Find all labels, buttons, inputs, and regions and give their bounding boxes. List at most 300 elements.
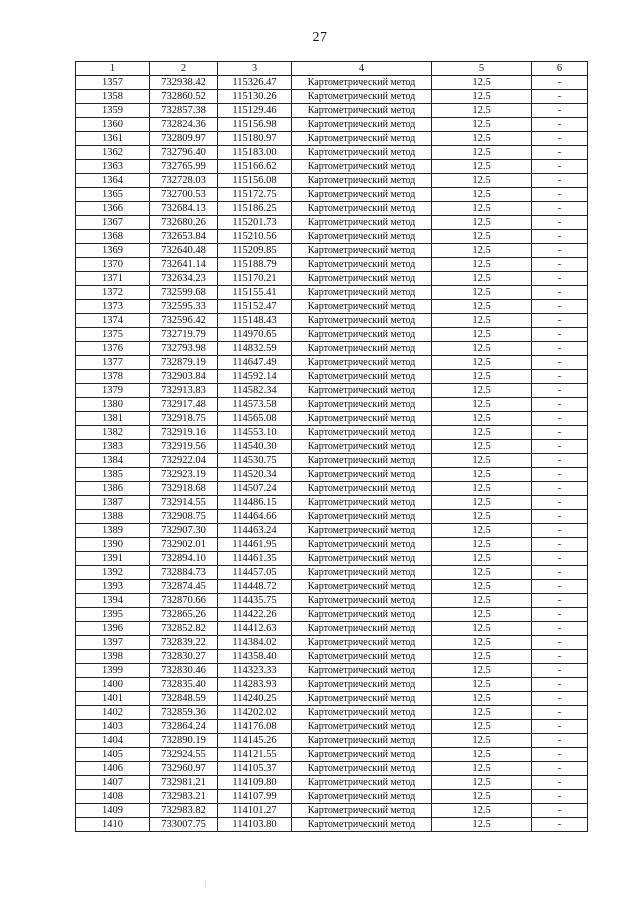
cell-note: - [532, 594, 588, 608]
cell-note: - [532, 818, 588, 832]
cell-note: - [532, 552, 588, 566]
table-row [76, 608, 588, 622]
cell-point-number: 1410 [76, 818, 150, 832]
cell-note: - [532, 132, 588, 146]
cell-note: - [532, 468, 588, 482]
cell-coord-x: 732839.22 [150, 636, 218, 650]
cell-coord-x: 732700.53 [150, 188, 218, 202]
cell-coord-x: 732728.03 [150, 174, 218, 188]
cell-accuracy: 12.5 [432, 664, 532, 678]
cell-point-number: 1359 [76, 104, 150, 118]
cell-coord-x: 732884.73 [150, 566, 218, 580]
cell-coord-y: 114202.02 [218, 706, 292, 720]
cell-coord-y: 115188.79 [218, 258, 292, 272]
cell-method: Картометрический метод [292, 762, 432, 776]
cell-point-number: 1381 [76, 412, 150, 426]
cell-point-number: 1380 [76, 398, 150, 412]
page-number: 27 [312, 30, 328, 45]
cell-coord-y: 115148.43 [218, 314, 292, 328]
cell-accuracy: 12.5 [432, 482, 532, 496]
cell-point-number: 1408 [76, 790, 150, 804]
cell-point-number: 1377 [76, 356, 150, 370]
cell-accuracy: 12.5 [432, 174, 532, 188]
cell-accuracy: 12.5 [432, 678, 532, 692]
table-row [76, 398, 588, 412]
cell-note: - [532, 622, 588, 636]
cell-point-number: 1403 [76, 720, 150, 734]
table-row [76, 426, 588, 440]
cell-point-number: 1374 [76, 314, 150, 328]
table-row [76, 664, 588, 678]
table-row [76, 804, 588, 818]
cell-coord-x: 732902.01 [150, 538, 218, 552]
cell-method: Картометрический метод [292, 398, 432, 412]
cell-point-number: 1365 [76, 188, 150, 202]
cell-accuracy: 12.5 [432, 272, 532, 286]
header-col-4: 4 [292, 62, 432, 76]
table-row [76, 230, 588, 244]
cell-method: Картометрический метод [292, 356, 432, 370]
header-col-3: 3 [218, 62, 292, 76]
cell-coord-y: 115156.98 [218, 118, 292, 132]
cell-note: - [532, 608, 588, 622]
cell-point-number: 1385 [76, 468, 150, 482]
cell-coord-x: 732640.48 [150, 244, 218, 258]
cell-method: Картометрический метод [292, 720, 432, 734]
table-row [76, 678, 588, 692]
table-row [76, 538, 588, 552]
cell-coord-y: 114461.95 [218, 538, 292, 552]
table-row [76, 692, 588, 706]
table-row [76, 104, 588, 118]
cell-note: - [532, 160, 588, 174]
cell-coord-y: 114422.26 [218, 608, 292, 622]
table-row [76, 482, 588, 496]
cell-accuracy: 12.5 [432, 804, 532, 818]
cell-method: Картометрический метод [292, 300, 432, 314]
cell-method: Картометрический метод [292, 244, 432, 258]
table-row [76, 524, 588, 538]
cell-coord-y: 115183.00 [218, 146, 292, 160]
cell-point-number: 1402 [76, 706, 150, 720]
cell-accuracy: 12.5 [432, 328, 532, 342]
cell-note: - [532, 258, 588, 272]
cell-accuracy: 12.5 [432, 580, 532, 594]
table-row [76, 118, 588, 132]
cell-accuracy: 12.5 [432, 524, 532, 538]
cell-coord-x: 732684.13 [150, 202, 218, 216]
cell-note: - [532, 230, 588, 244]
cell-accuracy: 12.5 [432, 706, 532, 720]
table-row [76, 748, 588, 762]
cell-accuracy: 12.5 [432, 496, 532, 510]
cell-coord-x: 732835.40 [150, 678, 218, 692]
cell-accuracy: 12.5 [432, 720, 532, 734]
cell-method: Картометрический метод [292, 454, 432, 468]
cell-method: Картометрический метод [292, 608, 432, 622]
cell-point-number: 1363 [76, 160, 150, 174]
cell-method: Картометрический метод [292, 692, 432, 706]
cell-coord-x: 732809.97 [150, 132, 218, 146]
cell-coord-x: 733007.75 [150, 818, 218, 832]
cell-coord-y: 115201.73 [218, 216, 292, 230]
header-col-1: 1 [76, 62, 150, 76]
cell-coord-x: 732634.23 [150, 272, 218, 286]
cell-coord-y: 114323.33 [218, 664, 292, 678]
cell-note: - [532, 118, 588, 132]
cell-point-number: 1394 [76, 594, 150, 608]
cell-note: - [532, 426, 588, 440]
cell-coord-x: 732653.84 [150, 230, 218, 244]
cell-note: - [532, 146, 588, 160]
cell-point-number: 1383 [76, 440, 150, 454]
cell-method: Картометрический метод [292, 146, 432, 160]
cell-coord-y: 114283.93 [218, 678, 292, 692]
cell-point-number: 1357 [76, 76, 150, 90]
cell-coord-y: 114486.15 [218, 496, 292, 510]
cell-accuracy: 12.5 [432, 216, 532, 230]
cell-note: - [532, 188, 588, 202]
table-row [76, 818, 588, 832]
cell-method: Картометрический метод [292, 790, 432, 804]
cell-method: Картометрический метод [292, 286, 432, 300]
cell-point-number: 1361 [76, 132, 150, 146]
cell-coord-x: 732907.30 [150, 524, 218, 538]
cell-coord-x: 732919.56 [150, 440, 218, 454]
table-row [76, 90, 588, 104]
table-row [76, 328, 588, 342]
cell-method: Картометрический метод [292, 706, 432, 720]
cell-coord-x: 732918.75 [150, 412, 218, 426]
cell-note: - [532, 748, 588, 762]
cell-note: - [532, 90, 588, 104]
cell-coord-x: 732860.52 [150, 90, 218, 104]
cell-note: - [532, 412, 588, 426]
table-body [76, 76, 588, 832]
cell-note: - [532, 440, 588, 454]
cell-method: Картометрический метод [292, 482, 432, 496]
cell-point-number: 1373 [76, 300, 150, 314]
cell-method: Картометрический метод [292, 524, 432, 538]
cell-method: Картометрический метод [292, 566, 432, 580]
cell-method: Картометрический метод [292, 594, 432, 608]
cell-method: Картометрический метод [292, 118, 432, 132]
cell-accuracy: 12.5 [432, 314, 532, 328]
cell-method: Картометрический метод [292, 104, 432, 118]
table-row [76, 412, 588, 426]
cell-point-number: 1401 [76, 692, 150, 706]
cell-coord-y: 114647.49 [218, 356, 292, 370]
header-col-5: 5 [432, 62, 532, 76]
cell-accuracy: 12.5 [432, 762, 532, 776]
cell-coord-x: 732865.26 [150, 608, 218, 622]
table-row [76, 468, 588, 482]
cell-method: Картометрический метод [292, 496, 432, 510]
cell-point-number: 1366 [76, 202, 150, 216]
cell-note: - [532, 356, 588, 370]
cell-point-number: 1400 [76, 678, 150, 692]
cell-method: Картометрический метод [292, 426, 432, 440]
cell-coord-y: 114101.27 [218, 804, 292, 818]
cell-coord-y: 115130.26 [218, 90, 292, 104]
cell-accuracy: 12.5 [432, 230, 532, 244]
cell-coord-x: 732922.04 [150, 454, 218, 468]
cell-method: Картометрический метод [292, 622, 432, 636]
cell-accuracy: 12.5 [432, 566, 532, 580]
cell-accuracy: 12.5 [432, 118, 532, 132]
table-row [76, 258, 588, 272]
table-row [76, 636, 588, 650]
cell-note: - [532, 328, 588, 342]
cell-point-number: 1382 [76, 426, 150, 440]
cell-method: Картометрический метод [292, 748, 432, 762]
cell-coord-x: 732870.66 [150, 594, 218, 608]
cell-note: - [532, 216, 588, 230]
cell-coord-x: 732983.21 [150, 790, 218, 804]
cell-coord-y: 114107.99 [218, 790, 292, 804]
cell-point-number: 1368 [76, 230, 150, 244]
cell-note: - [532, 244, 588, 258]
cell-method: Картометрический метод [292, 314, 432, 328]
cell-accuracy: 12.5 [432, 692, 532, 706]
cell-accuracy: 12.5 [432, 412, 532, 426]
cell-coord-x: 732960.97 [150, 762, 218, 776]
cell-point-number: 1392 [76, 566, 150, 580]
cell-coord-x: 732830.27 [150, 650, 218, 664]
table-row [76, 650, 588, 664]
cell-point-number: 1389 [76, 524, 150, 538]
table-row [76, 622, 588, 636]
cell-accuracy: 12.5 [432, 440, 532, 454]
cell-note: - [532, 202, 588, 216]
table-row [76, 132, 588, 146]
cell-coord-y: 114520.34 [218, 468, 292, 482]
cell-point-number: 1367 [76, 216, 150, 230]
cell-coord-x: 732894.10 [150, 552, 218, 566]
cell-coord-y: 114384.02 [218, 636, 292, 650]
table-row [76, 510, 588, 524]
cell-coord-y: 114565.08 [218, 412, 292, 426]
cell-coord-x: 732908.75 [150, 510, 218, 524]
cell-note: - [532, 776, 588, 790]
cell-coord-y: 115326.47 [218, 76, 292, 90]
cell-point-number: 1372 [76, 286, 150, 300]
cell-coord-y: 114103.80 [218, 818, 292, 832]
cell-accuracy: 12.5 [432, 160, 532, 174]
cell-coord-y: 114240.25 [218, 692, 292, 706]
cell-note: - [532, 272, 588, 286]
cell-point-number: 1399 [76, 664, 150, 678]
cell-coord-x: 732918.68 [150, 482, 218, 496]
cell-coord-x: 732595.33 [150, 300, 218, 314]
cell-method: Картометрический метод [292, 328, 432, 342]
cell-coord-x: 732796.40 [150, 146, 218, 160]
cell-coord-x: 732938.42 [150, 76, 218, 90]
cell-coord-y: 114145.26 [218, 734, 292, 748]
table-row [76, 790, 588, 804]
cell-coord-y: 115129.46 [218, 104, 292, 118]
cell-method: Картометрический метод [292, 188, 432, 202]
cell-coord-x: 732923.19 [150, 468, 218, 482]
scan-mark [205, 880, 206, 888]
cell-note: - [532, 174, 588, 188]
cell-method: Картометрический метод [292, 538, 432, 552]
table-row [76, 720, 588, 734]
table-row [76, 356, 588, 370]
cell-accuracy: 12.5 [432, 398, 532, 412]
cell-accuracy: 12.5 [432, 104, 532, 118]
cell-accuracy: 12.5 [432, 622, 532, 636]
cell-point-number: 1362 [76, 146, 150, 160]
cell-coord-y: 114592.14 [218, 370, 292, 384]
cell-point-number: 1370 [76, 258, 150, 272]
cell-method: Картометрический метод [292, 468, 432, 482]
cell-coord-x: 732913.83 [150, 384, 218, 398]
cell-coord-y: 115156.08 [218, 174, 292, 188]
cell-coord-y: 115172.75 [218, 188, 292, 202]
cell-accuracy: 12.5 [432, 286, 532, 300]
cell-accuracy: 12.5 [432, 90, 532, 104]
table-row [76, 174, 588, 188]
cell-note: - [532, 510, 588, 524]
cell-coord-y: 114457.05 [218, 566, 292, 580]
cell-accuracy: 12.5 [432, 594, 532, 608]
cell-accuracy: 12.5 [432, 384, 532, 398]
cell-accuracy: 12.5 [432, 608, 532, 622]
cell-point-number: 1358 [76, 90, 150, 104]
cell-coord-y: 114970.65 [218, 328, 292, 342]
cell-point-number: 1397 [76, 636, 150, 650]
table-header-row [76, 62, 588, 76]
cell-point-number: 1407 [76, 776, 150, 790]
cell-point-number: 1375 [76, 328, 150, 342]
cell-accuracy: 12.5 [432, 202, 532, 216]
cell-accuracy: 12.5 [432, 636, 532, 650]
cell-note: - [532, 804, 588, 818]
cell-method: Картометрический метод [292, 272, 432, 286]
cell-coord-y: 114582.34 [218, 384, 292, 398]
cell-accuracy: 12.5 [432, 454, 532, 468]
cell-coord-y: 114530.75 [218, 454, 292, 468]
table-row [76, 188, 588, 202]
cell-point-number: 1393 [76, 580, 150, 594]
table-row [76, 202, 588, 216]
cell-accuracy: 12.5 [432, 188, 532, 202]
cell-coord-x: 732874.45 [150, 580, 218, 594]
cell-note: - [532, 384, 588, 398]
cell-note: - [532, 286, 588, 300]
cell-method: Картометрический метод [292, 776, 432, 790]
cell-method: Картометрический метод [292, 664, 432, 678]
cell-method: Картометрический метод [292, 160, 432, 174]
cell-coord-x: 732903.84 [150, 370, 218, 384]
cell-note: - [532, 580, 588, 594]
cell-coord-x: 732864.24 [150, 720, 218, 734]
cell-accuracy: 12.5 [432, 76, 532, 90]
cell-coord-x: 732830.46 [150, 664, 218, 678]
header-col-2: 2 [150, 62, 218, 76]
cell-point-number: 1376 [76, 342, 150, 356]
cell-note: - [532, 370, 588, 384]
table-row [76, 580, 588, 594]
cell-point-number: 1398 [76, 650, 150, 664]
cell-accuracy: 12.5 [432, 734, 532, 748]
cell-method: Картометрический метод [292, 636, 432, 650]
cell-accuracy: 12.5 [432, 426, 532, 440]
cell-coord-x: 732793.98 [150, 342, 218, 356]
cell-coord-y: 114461.35 [218, 552, 292, 566]
table-row [76, 314, 588, 328]
cell-accuracy: 12.5 [432, 146, 532, 160]
cell-method: Картометрический метод [292, 342, 432, 356]
cell-method: Картометрический метод [292, 132, 432, 146]
cell-method: Картометрический метод [292, 412, 432, 426]
cell-point-number: 1364 [76, 174, 150, 188]
cell-accuracy: 12.5 [432, 776, 532, 790]
cell-coord-x: 732824.36 [150, 118, 218, 132]
cell-method: Картометрический метод [292, 230, 432, 244]
table-row [76, 272, 588, 286]
table-row [76, 342, 588, 356]
cell-note: - [532, 706, 588, 720]
cell-accuracy: 12.5 [432, 132, 532, 146]
cell-coord-x: 732879.19 [150, 356, 218, 370]
cell-coord-y: 115152.47 [218, 300, 292, 314]
cell-method: Картометрический метод [292, 258, 432, 272]
cell-coord-y: 114507.24 [218, 482, 292, 496]
cell-accuracy: 12.5 [432, 342, 532, 356]
cell-method: Картометрический метод [292, 174, 432, 188]
table-row [76, 160, 588, 174]
table-row [76, 552, 588, 566]
cell-note: - [532, 300, 588, 314]
cell-note: - [532, 790, 588, 804]
cell-coord-x: 732890.19 [150, 734, 218, 748]
cell-note: - [532, 314, 588, 328]
cell-point-number: 1369 [76, 244, 150, 258]
cell-point-number: 1405 [76, 748, 150, 762]
cell-point-number: 1386 [76, 482, 150, 496]
table-row [76, 706, 588, 720]
cell-method: Картометрический метод [292, 678, 432, 692]
cell-accuracy: 12.5 [432, 356, 532, 370]
table-row [76, 734, 588, 748]
cell-coord-x: 732924.55 [150, 748, 218, 762]
cell-accuracy: 12.5 [432, 258, 532, 272]
cell-coord-y: 115209.85 [218, 244, 292, 258]
cell-coord-y: 115210.56 [218, 230, 292, 244]
cell-method: Картометрический метод [292, 90, 432, 104]
cell-coord-y: 114540.30 [218, 440, 292, 454]
cell-method: Картометрический метод [292, 510, 432, 524]
table-row [76, 762, 588, 776]
table-row [76, 370, 588, 384]
table-row [76, 216, 588, 230]
cell-coord-x: 732596.42 [150, 314, 218, 328]
table-row [76, 594, 588, 608]
cell-method: Картометрический метод [292, 370, 432, 384]
table-row [76, 440, 588, 454]
table-row [76, 286, 588, 300]
cell-note: - [532, 650, 588, 664]
cell-coord-y: 114358.40 [218, 650, 292, 664]
cell-point-number: 1395 [76, 608, 150, 622]
table-row [76, 566, 588, 580]
cell-note: - [532, 524, 588, 538]
cell-point-number: 1388 [76, 510, 150, 524]
cell-method: Картометрический метод [292, 440, 432, 454]
cell-method: Картометрический метод [292, 202, 432, 216]
